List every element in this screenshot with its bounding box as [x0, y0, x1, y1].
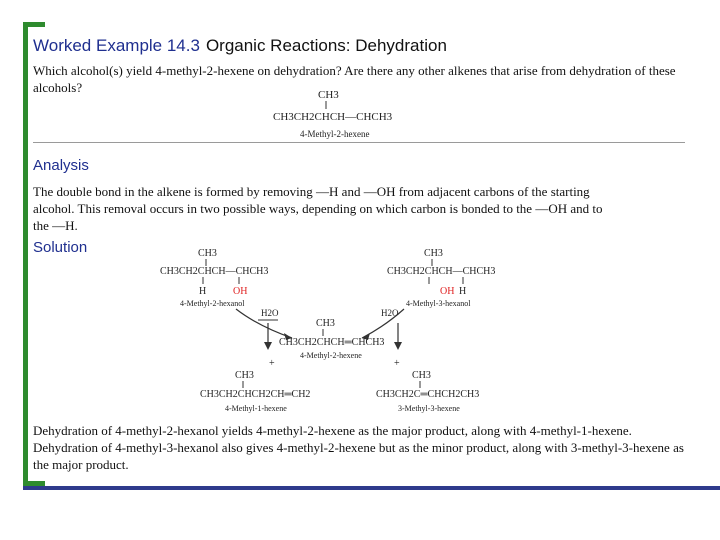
- product2-methyl: CH3: [412, 370, 431, 381]
- target-structure: [273, 89, 393, 139]
- alcohol1-methyl: CH3: [198, 248, 217, 259]
- alcohol1-formula: CH3CH2CHCH—CHCH3: [160, 266, 269, 277]
- product1-structure: [200, 370, 310, 413]
- product1-name: 4-Methyl-1-hexene: [225, 404, 287, 413]
- water-label-right: H2O: [381, 308, 399, 318]
- middle-formula: CH3CH2CHCH═CHCH3: [279, 337, 385, 348]
- alcohol1-structure: [160, 248, 268, 308]
- arrowhead-right-major: [394, 342, 402, 350]
- analysis-heading: Analysis: [33, 157, 89, 174]
- alcohol2-structure: [387, 248, 495, 308]
- middle-methyl: CH3: [316, 318, 335, 329]
- water-label-left: H2O: [261, 308, 279, 318]
- product2-formula: CH3CH2C═CHCH2CH3: [376, 389, 480, 400]
- alcohol2-oh: OH: [440, 286, 455, 297]
- product1-methyl: CH3: [235, 370, 254, 381]
- plus-right: +: [394, 358, 400, 369]
- plus-left: +: [269, 358, 275, 369]
- middle-product-structure: [279, 318, 384, 360]
- middle-name: 4-Methyl-2-hexene: [300, 351, 362, 360]
- alcohol1-name: 4-Methyl-2-hexanol: [180, 299, 245, 308]
- arrowhead-left-minor: [264, 342, 272, 350]
- solution-heading: Solution: [33, 239, 88, 256]
- target-methyl: CH3: [318, 89, 339, 101]
- alcohol2-name: 4-Methyl-3-hexanol: [406, 299, 471, 308]
- alcohol2-formula: CH3CH2CHCH—CHCH3: [387, 266, 496, 277]
- question-text: Which alcohol(s) yield 4-methyl-2-hexene on dehydration? Are there any other alkenes that arise from dehydration of these alcohols?: [33, 63, 676, 95]
- alcohol2-methyl: CH3: [424, 248, 443, 259]
- alcohol1-oh: OH: [233, 286, 248, 297]
- product2-structure: [376, 370, 479, 413]
- target-formula: CH3CH2CHCH—CHCH3: [273, 111, 393, 123]
- product1-formula: CH3CH2CHCH2CH═CH2: [200, 389, 311, 400]
- alcohol1-h: H: [199, 286, 207, 297]
- title-subtitle: Organic Reactions: Dehydration: [205, 36, 447, 55]
- product2-name: 3-Methyl-3-hexene: [398, 404, 460, 413]
- alcohol2-h: H: [459, 286, 467, 297]
- title-main: Worked Example 14.3: [33, 36, 200, 55]
- target-name: 4-Methyl-2-hexene: [300, 129, 370, 139]
- solution-text: Dehydration of 4-methyl-2-hexanol yields 4-methyl-2-hexene as the major product, along with 4-methyl-1-hexene. Dehydration of 4-methyl-3-hexanol also gives 4-methyl-2-hexene but as the minor product, along with 3-methyl-3-hexene as the major product.: [33, 423, 684, 472]
- analysis-text: The double bond in the alkene is formed by removing —H and —OH from adjacent carbons of the starting alcohol. This removal occurs in two possible ways, depending on which carbon is bonded to the —OH and to the —H.: [33, 184, 603, 233]
